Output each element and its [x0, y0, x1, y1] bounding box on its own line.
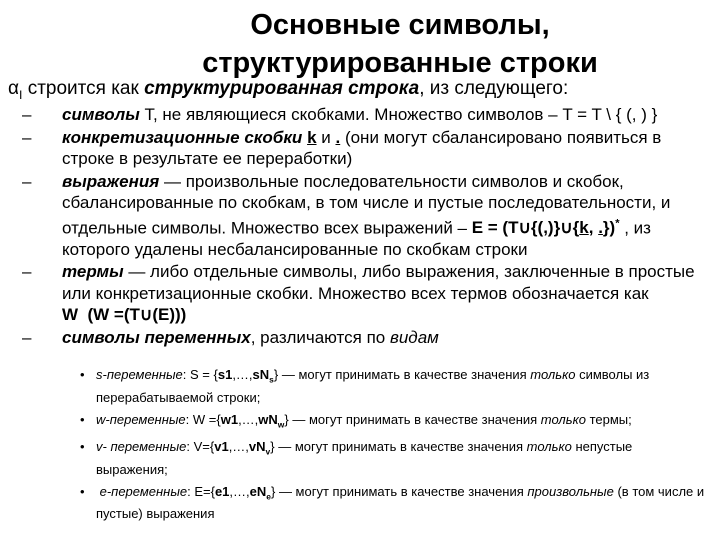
sub-tail: (в том числе и пустые) выражения: [96, 483, 705, 522]
dash-bullet: –: [22, 105, 32, 124]
item-term: выражения: [62, 171, 160, 191]
formula-star: *: [615, 217, 620, 230]
list-item-expressions: [22, 171, 710, 261]
sub-emphasis: только: [530, 367, 576, 382]
item-tail: , из которого удалены несбалансированные по скобкам строки: [62, 218, 651, 259]
sub-emphasis: только: [540, 411, 586, 427]
sub-tail: символы из перерабатываемой строки;: [96, 367, 650, 405]
variable-kinds-list: [80, 366, 706, 527]
sub-sep: ,…,: [228, 439, 249, 455]
intro-post: , из следующего:: [419, 78, 569, 99]
formula-part: }): [602, 218, 616, 238]
bullet: •: [80, 411, 85, 427]
item-term: конкретизационные скобки: [62, 127, 303, 147]
sub-var-first: s1: [217, 367, 233, 382]
sub-var-subscript: w: [277, 419, 285, 430]
sub-label: e-переменные: [96, 483, 188, 499]
title-line-1: Основные символы,: [250, 9, 550, 41]
sub-label: s-переменные: [96, 367, 183, 382]
sub-var-first: w1: [220, 411, 239, 427]
sub-sep: ,…,: [229, 483, 250, 499]
sub-var-subscript: e: [266, 491, 271, 502]
item-term: символы: [62, 105, 140, 124]
bullet: •: [80, 367, 85, 382]
dash-bullet: –: [22, 262, 32, 282]
sub-post: } — могут принимать в качестве значения: [284, 411, 541, 427]
formula-sep: ,: [588, 218, 599, 238]
sub-var-last: vN: [248, 439, 266, 455]
list-item-terms: [22, 261, 710, 326]
formula-dot: .: [598, 218, 603, 238]
sub-post: } — могут принимать в качестве значения: [270, 483, 528, 499]
sub-var-last: eN: [249, 483, 267, 499]
formula-terms: W (W =(T∪(E))): [62, 305, 187, 325]
sub-emphasis: только: [526, 439, 572, 455]
sub-var-first: e1: [214, 483, 230, 499]
item-mid: и: [316, 127, 336, 147]
item-text: — либо отдельные символы, либо выражения, заключенные в простые или конкретизационные скобки. Множество всех термов обозначается как: [62, 262, 695, 303]
bullet: •: [80, 483, 85, 499]
sub-pre: : S = {: [182, 367, 218, 382]
sub-pre: : E={: [187, 483, 215, 499]
sub-tail: термы;: [585, 411, 632, 427]
sub-item-w-variables: [80, 411, 706, 434]
alpha-symbol: α: [8, 78, 19, 99]
alpha-subscript: I: [18, 87, 23, 102]
list-item-symbols: [22, 104, 710, 126]
sub-item-e-variables: [80, 483, 706, 523]
bracket-k: k: [307, 127, 317, 147]
intro-line: [8, 78, 708, 106]
sub-emphasis: произвольные: [527, 483, 614, 499]
list-item-brackets: [22, 127, 710, 170]
sub-label: w-переменные: [96, 411, 186, 427]
item-text: — произвольные последовательности символов и скобок, сбалансированные по скобкам, в том числе и пустые последовательности, и отдельные символы. Множество всех выражений –: [62, 171, 671, 238]
intro-pre: строится как: [22, 78, 145, 99]
sub-item-s-variables: [80, 366, 706, 406]
formula-expressions: [472, 218, 620, 237]
item-text: (они могут сбалансировано появиться в строке в результате ее переработки): [62, 127, 662, 168]
page-title: [120, 6, 680, 82]
bullet: •: [80, 439, 85, 455]
item-text: T, не являющиеся скобками. Множество символов – T = T \ { (, ) }: [139, 105, 658, 124]
list-item-variables: [22, 327, 710, 349]
sub-tail: непустые выражения;: [96, 439, 633, 477]
sub-var-last: sN: [252, 367, 270, 382]
sub-sep: ,…,: [238, 411, 259, 427]
item-term: символы переменных: [62, 327, 251, 347]
sub-var-last: wN: [258, 411, 278, 427]
intro-emphasis: структурированная строка: [144, 78, 420, 99]
sub-pre: : V={: [186, 439, 215, 455]
sub-sep: ,…,: [232, 367, 253, 382]
sub-var-subscript: s: [269, 374, 274, 385]
item-kinds: видам: [389, 327, 439, 347]
sub-label: v- переменные: [96, 439, 187, 455]
dash-bullet: –: [22, 127, 32, 147]
sub-item-v-variables: [80, 438, 706, 478]
sub-var-first: v1: [214, 439, 229, 455]
formula-part: E = (T∪{(,)}∪{: [471, 218, 580, 238]
dash-bullet: –: [22, 327, 32, 347]
item-mid: , различаются по: [250, 327, 390, 347]
sub-var-subscript: v: [265, 446, 271, 457]
sub-post: } — могут принимать в качестве значения: [273, 367, 531, 382]
sub-post: } — могут принимать в качестве значения: [270, 439, 527, 455]
dash-bullet: –: [22, 171, 32, 191]
item-term: термы: [62, 262, 124, 282]
formula-k: k: [579, 218, 589, 238]
sub-pre: : W ={: [185, 411, 221, 427]
bracket-dot: .: [335, 127, 341, 147]
title-line-2: структурированные строки: [202, 47, 598, 79]
main-list: [22, 104, 710, 349]
